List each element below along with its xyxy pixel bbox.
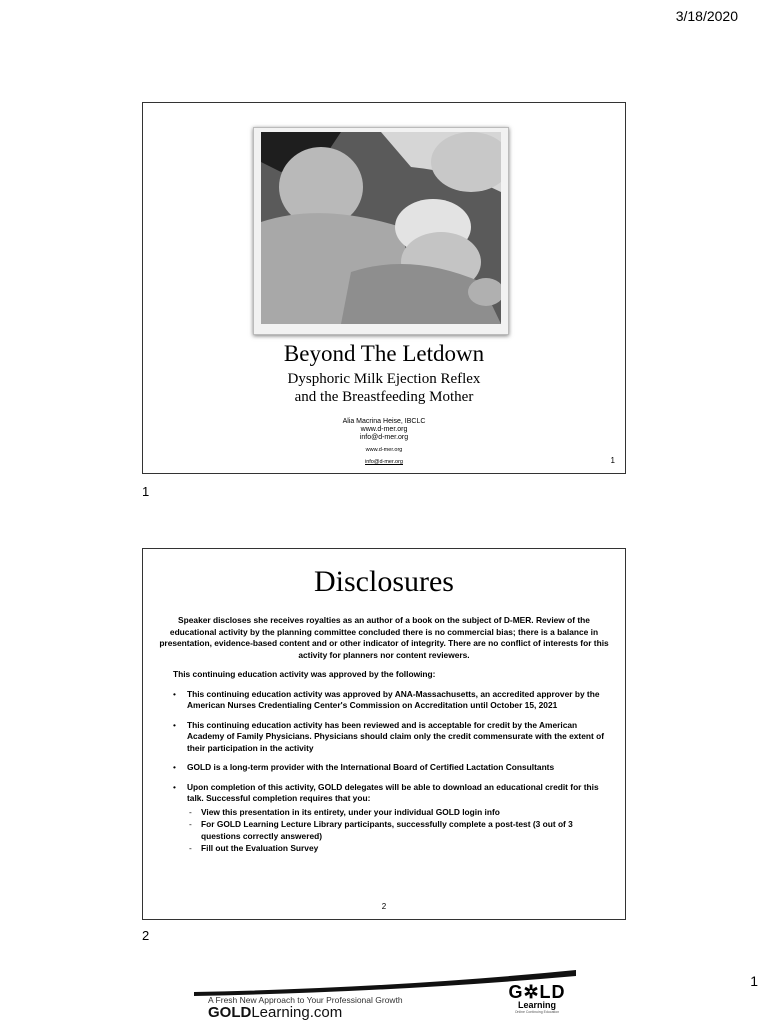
- subtitle-line-1: Dysphoric Milk Ejection Reflex: [287, 371, 481, 387]
- list-item: • GOLD is a long-term provider with the International Board of Certified Lactation Consultants: [155, 762, 613, 774]
- requirements-list: [187, 807, 613, 855]
- author-name: Alia Macrina Heise, IBCLC: [342, 418, 426, 425]
- author-website: www.d-mer.org: [360, 426, 408, 433]
- approved-intro: This continuing education activity was approved by the following:: [173, 669, 436, 679]
- footer-brand: [208, 1004, 342, 1021]
- brand-rest: Learning.com: [251, 1004, 343, 1021]
- list-item: - View this presentation in its entirety, under your individual GOLD login info: [187, 807, 613, 819]
- slide-2-label: 2: [142, 928, 150, 943]
- breastfeeding-photo: [261, 132, 501, 324]
- author-block: [143, 418, 625, 442]
- subtitle-line-2: and the Breastfeeding Mother: [294, 389, 474, 405]
- footer-tagline: A Fresh New Approach to Your Professional Growth: [208, 995, 403, 1005]
- slide-2-number: 2: [381, 902, 387, 911]
- slide-1-number: 1: [610, 456, 615, 465]
- approval-list: [155, 689, 613, 855]
- disclosure-paragraph: Speaker discloses she receives royalties as an author of a book on the subject of D-MER. Review of the educational activity by the planning committee concluded there is no commercial bias; there is a balance in presentation, evidence-based content and or other indicator of integrity. There are no conflict of interests for this activity for planners nor content reviewers.: [159, 615, 609, 660]
- slide-1-title: Beyond The Letdown: [283, 341, 485, 366]
- footer-email-link[interactable]: info@d-mer.org: [365, 459, 403, 465]
- slide-1-label: 1: [142, 484, 150, 499]
- completion-text: Upon completion of this activity, GOLD delegates will be able to download an educational credit for this talk. Successful completion requires that you:: [187, 781, 599, 803]
- brand-bold: GOLD: [208, 1004, 252, 1021]
- slide-1-subtitle: [143, 370, 625, 406]
- list-item: - For GOLD Learning Lecture Library participants, successfully complete a post-test (3 out of 3 questions correctly answered): [187, 819, 613, 842]
- date-header: 3/18/2020: [675, 8, 738, 24]
- footer-website: www.d-mer.org: [365, 447, 403, 453]
- slide-2: [142, 548, 626, 920]
- list-item-completion: [155, 782, 613, 855]
- slide-2-body: [155, 615, 613, 863]
- list-item: • This continuing education activity was approved by ANA-Massachusetts, an accredited approver by the American Nurses Credentialing Center's Commission on Accreditation until October 15, 2021: [155, 689, 613, 712]
- logo-tagline: Online Continuing Education: [514, 1010, 560, 1014]
- list-item: - Fill out the Evaluation Survey: [187, 843, 613, 855]
- slide-1: [142, 102, 626, 474]
- slide-photo: [253, 127, 509, 335]
- logo-wordmark: G✲LD: [508, 982, 566, 1002]
- author-email: info@d-mer.org: [359, 434, 409, 441]
- logo-subtitle: Learning: [517, 1000, 556, 1010]
- list-item: • This continuing education activity has been reviewed and is acceptable for credit by the American Academy of Family Physicians. Physicians should claim only the credit commensurate with the extent of their participation in the activity: [155, 720, 613, 755]
- slide-2-title: Disclosures: [314, 565, 454, 598]
- page-number: 1: [750, 973, 758, 989]
- gold-learning-logo: [502, 982, 572, 1014]
